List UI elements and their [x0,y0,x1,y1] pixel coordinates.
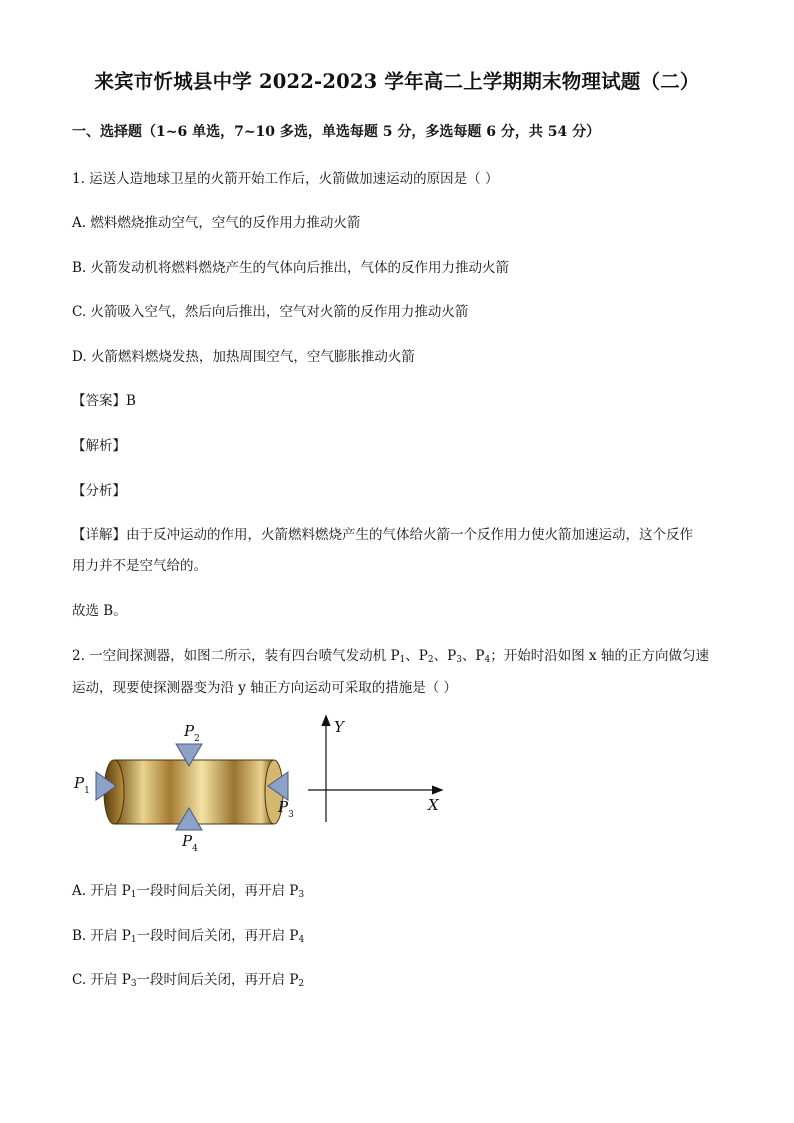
label-p3: $P_3$ [278,798,294,820]
q1-option-b: B. 火箭发动机将燃料燃烧产生的气体向后推出，气体的反作用力推动火箭 [72,260,510,276]
q2-stem-c2: 、P [433,648,457,664]
q2-stem-sub2: 2 [427,655,434,665]
q1-analysis-heading: 【解析】 [72,438,126,454]
page-title: 来宾市忻城县中学 2022-2023 学年高二上学期期末物理试题（二） [94,70,700,93]
q2-option-a: A. 开启 $P_1$一段时间后关闭，再开启 $P_3$ [72,883,305,900]
q2-stem-c3: 、P [461,648,485,664]
q2-stem-post: ；开始时沿如图 x 轴的正方向做匀速 [490,648,709,664]
q1-option-a: A. 燃料燃烧推动空气，空气的反作用力推动火箭 [72,215,361,231]
axis-x-label: X [428,796,439,814]
label-p2: $P_2$ [184,722,200,744]
label-p4: $P_4$ [182,832,198,854]
axis-y-label: Y [334,718,344,736]
q1-conclusion: 故选 B。 [72,603,127,619]
label-p1: $P_1$ [74,774,90,796]
q2-stem-sub3: 3 [456,655,462,665]
section-heading: 一、选择题（1~6 单选，7~10 多选，单选每题 5 分，多选每题 6 分，共 54 分） [72,124,601,140]
q2-stem-pre: 2. 一空间探测器，如图二所示，装有四台喷气发动机 P [72,648,400,664]
q2-option-c: C. 开启 $P_3$一段时间后关闭，再开启 $P_2$ [72,972,305,989]
q2-stem-line1 [72,644,709,665]
q2-stem-sub1: 1 [399,655,406,665]
q1-option-d: D. 火箭燃料燃烧发热，加热周围空气，空气膨胀推动火箭 [72,349,415,365]
coordinate-axes [308,716,442,822]
q2-option-b: B. 开启 $P_1$一段时间后关闭，再开启 $P_4$ [72,928,305,945]
q1-stem: 1. 运送人造地球卫星的火箭开始工作后，火箭做加速运动的原因是（ ） [72,171,499,187]
q2-stem-line2: 运动，现要使探测器变为沿 y 轴正方向运动可采取的措施是（ ） [72,680,457,696]
probe-figure [68,712,458,862]
q2-stem-c1: 、P [405,648,428,664]
q2-stem-sub4: 4 [484,655,491,665]
q1-answer: 【答案】B [72,393,136,409]
q1-fenxi-heading: 【分析】 [72,483,126,499]
q1-detail-line2: 用力并不是空气给的。 [72,558,207,574]
q1-detail-line1: 【详解】由于反冲运动的作用，火箭燃料燃烧产生的气体给火箭一个反作用力使火箭加速运动，这个反作 [72,527,693,543]
probe-cylinder [104,760,283,824]
q1-option-c: C. 火箭吸入空气，然后向后推出，空气对火箭的反作用力推动火箭 [72,304,469,320]
